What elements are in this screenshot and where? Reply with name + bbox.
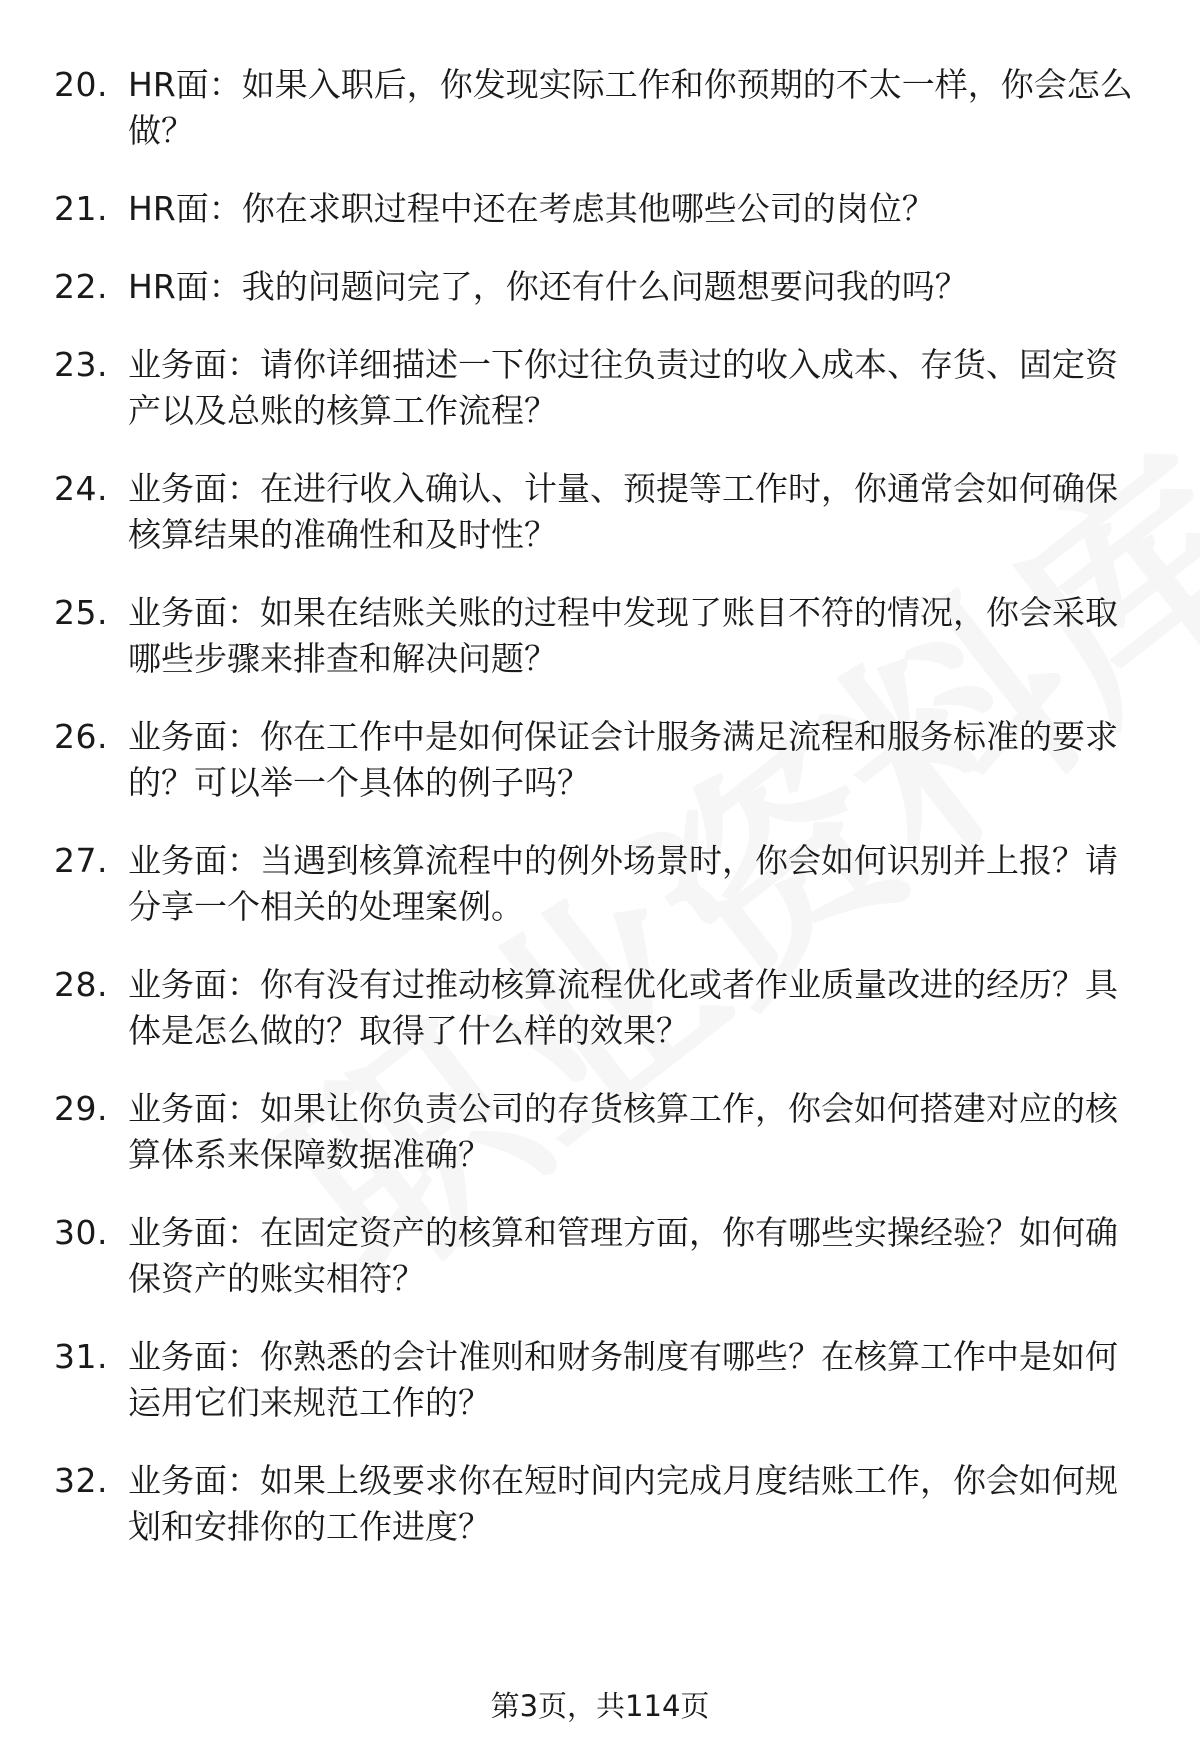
question-number: 26. bbox=[54, 717, 108, 756]
question-number: 28. bbox=[54, 965, 108, 1004]
question-number: 31. bbox=[54, 1337, 108, 1376]
question-list bbox=[54, 62, 1154, 1582]
question-text: 业务面：当遇到核算流程中的例外场景时，你会如何识别并上报？请分享一个相关的处理案例。 bbox=[128, 841, 1118, 926]
question-text: 业务面：如果上级要求你在短时间内完成月度结账工作，你会如何规划和安排你的工作进度？ bbox=[128, 1461, 1118, 1546]
list-item bbox=[54, 1334, 1154, 1426]
question-number: 32. bbox=[54, 1461, 108, 1500]
question-text: 业务面：如果在结账关账的过程中发现了账目不符的情况，你会采取哪些步骤来排查和解决问题？ bbox=[128, 593, 1118, 678]
list-item bbox=[54, 590, 1154, 682]
question-text: 业务面：在固定资产的核算和管理方面，你有哪些实操经验？如何确保资产的账实相符？ bbox=[128, 1213, 1118, 1298]
list-item bbox=[54, 62, 1154, 154]
list-item bbox=[54, 838, 1154, 930]
question-number: 21. bbox=[54, 189, 108, 228]
list-item bbox=[54, 714, 1154, 806]
list-item bbox=[54, 1210, 1154, 1302]
question-text: HR面：你在求职过程中还在考虑其他哪些公司的岗位？ bbox=[128, 189, 935, 228]
question-text: HR面：我的问题问完了，你还有什么问题想要问我的吗？ bbox=[128, 267, 968, 306]
question-number: 23. bbox=[54, 345, 108, 384]
question-text: 业务面：你有没有过推动核算流程优化或者作业质量改进的经历？具体是怎么做的？取得了什么样的效果？ bbox=[128, 965, 1118, 1050]
list-item bbox=[54, 1086, 1154, 1178]
question-number: 25. bbox=[54, 593, 108, 632]
question-number: 20. bbox=[54, 65, 108, 104]
list-item bbox=[54, 264, 1154, 310]
question-text: 业务面：你熟悉的会计准则和财务制度有哪些？在核算工作中是如何运用它们来规范工作的？ bbox=[128, 1337, 1118, 1422]
question-number: 30. bbox=[54, 1213, 108, 1252]
question-number: 27. bbox=[54, 841, 108, 880]
question-text: 业务面：如果让你负责公司的存货核算工作，你会如何搭建对应的核算体系来保障数据准确？ bbox=[128, 1089, 1118, 1174]
question-number: 22. bbox=[54, 267, 108, 306]
question-number: 29. bbox=[54, 1089, 108, 1128]
list-item bbox=[54, 186, 1154, 232]
list-item bbox=[54, 466, 1154, 558]
list-item bbox=[54, 342, 1154, 434]
list-item bbox=[54, 962, 1154, 1054]
page-footer: 第3页，共114页 bbox=[490, 1689, 710, 1723]
question-text: 业务面：你在工作中是如何保证会计服务满足流程和服务标准的要求的？可以举一个具体的例子吗？ bbox=[128, 717, 1118, 802]
question-text: HR面：如果入职后，你发现实际工作和你预期的不太一样，你会怎么做？ bbox=[128, 65, 1133, 150]
list-item bbox=[54, 1458, 1154, 1550]
question-number: 24. bbox=[54, 469, 108, 508]
question-text: 业务面：在进行收入确认、计量、预提等工作时，你通常会如何确保核算结果的准确性和及时性？ bbox=[128, 469, 1118, 554]
question-text: 业务面：请你详细描述一下你过往负责过的收入成本、存货、固定资产以及总账的核算工作流程？ bbox=[128, 345, 1118, 430]
